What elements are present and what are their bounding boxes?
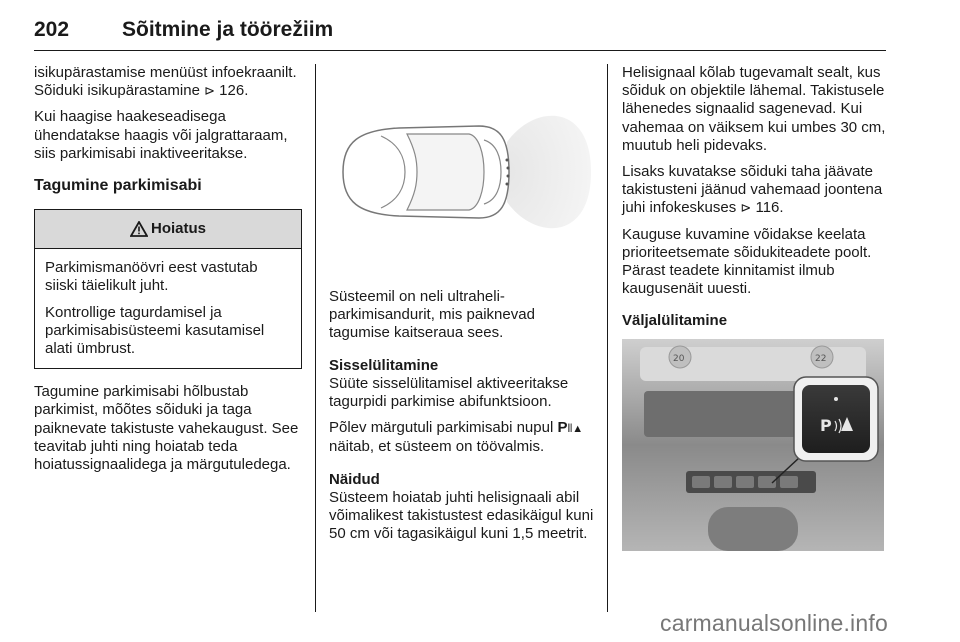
watermark-text: carmanualsonline.info [660, 610, 888, 636]
section-heading-displays: Näidud [329, 470, 380, 488]
section-heading-deactivation: Väljalülitamine [622, 312, 728, 330]
column-1 [34, 64, 302, 482]
section-heading-activation: Sisselülitamine [329, 356, 439, 374]
warning-title: Hoiatus [35, 210, 301, 249]
dashboard-button-photo [622, 339, 884, 551]
column-3 [622, 64, 890, 551]
knob-right-label: 22 [815, 353, 827, 364]
parking-waves-icon: ⦀▲ [567, 423, 584, 436]
column-divider-right [607, 64, 608, 612]
button-p-label: P [820, 415, 832, 435]
parking-assist-symbol: P [557, 419, 568, 437]
warning-box [34, 209, 302, 369]
page-reference[interactable]: ⊳ 126. [204, 82, 249, 100]
section-heading-rear-parking: Tagumine parkimisabi [34, 177, 202, 195]
intro-paragraph: isikupärastamise menüüst infoekraanilt. Sõiduki isikupärastamine ⊳ 126. [34, 64, 297, 100]
page-number: 202 [34, 18, 70, 41]
trailer-paragraph: Kui haagise haakeseadisega ühendatakse haagis või jalgrattaraam, siis parkimisabi inaktiveeritakse. [34, 108, 288, 162]
page-reference[interactable]: ⊳ 116. [740, 199, 784, 217]
sensors-paragraph: Süsteemil on neli ultraheli-parkimisandurit, mis paiknevad tagumise kaitseraua sees. [329, 288, 535, 342]
column-2 [329, 64, 595, 551]
signal-paragraph: Helisignaal kõlab tugevamalt sealt, kus sõiduk on objektile lähemal. Takistusele lähenedes signaalid sagenevad. Kui vahemaa on väiksem kui umbes 30 cm, muutub heli pidevaks. [622, 64, 886, 154]
distance-display-paragraph: Lisaks kuvatakse sõiduki taha jäävate takistusteni jäänud vahemaad joontena juhi infokeskuses ⊳ 116. [622, 163, 883, 217]
page-header [34, 14, 886, 51]
warning-text-2: Kontrollige tagurdamisel ja parkimisabisüsteemi kasutamisel alati ümbrust. [45, 303, 265, 358]
displays-paragraph: Süsteem hoiatab juhti helisignaali abil võimalikest takistustest edasikäigul kuni 50 cm või tagasikäigul kuni 1,5 meetrit. [329, 488, 594, 543]
car-sensor-illustration [329, 64, 595, 276]
warning-text-1: Parkimismanöövri eest vastutab siiski täielikult juht. [45, 259, 258, 295]
description-paragraph: Tagumine parkimisabi hõlbustab parkimist, mõõtes sõiduki ja taga paiknevate takistuste vahekaugust. See teavitab juhti ning hoiatab teda hoiatussignaalidega ja märgutuledega. [34, 383, 299, 474]
column-divider-left [315, 64, 316, 612]
activation-paragraph: Süüte sisselülitamisel aktiveeritakse tagurpidi parkimise abifunktsioon. [329, 374, 569, 411]
knob-left-label: 20 [673, 353, 685, 364]
chevron-right-icon: ⊳ [204, 83, 215, 99]
chapter-title: Sõitmine ja töörežiim [122, 18, 334, 41]
warning-triangle-icon [130, 221, 148, 237]
priority-paragraph: Kauguse kuvamine võidakse keelata prioriteetsemate sõidukiteadete poolt. Pärast teadete kinnitamist ilmub kaugusenäit uuesti. [622, 225, 872, 298]
chevron-right-icon: ⊳ [740, 200, 752, 216]
indicator-paragraph: Põlev märgutuli parkimisabi nupul P⦀▲ näitab, et süsteem on töövalmis. [329, 419, 584, 456]
